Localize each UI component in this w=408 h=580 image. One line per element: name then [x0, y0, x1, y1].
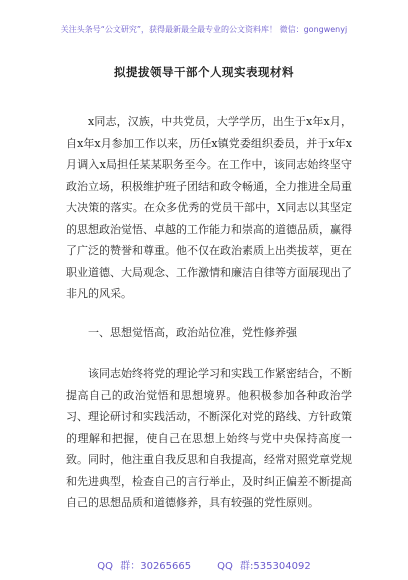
promo-banner: 关注头条号“公文研究”，获得最新最全最专业的公文资料库！ 微信：gongwenyj — [60, 25, 348, 34]
section-heading — [66, 322, 352, 344]
section-heading-text: 一、思想觉悟高，政治站位准，党性修养强 — [88, 326, 297, 339]
section-paragraph — [66, 363, 352, 514]
paragraph-text: 该同志始终将党的理论学习和实践工作紧密结合，不断提高自己的政治觉悟和思想境界。他积极参加各种政治学习、理论研讨和实践活动，不断深化对党的路线、方针政策的理解和把握，使自己在思想上始终与党中央保持高度一致。同时，他注重自我反思和自我提高，经常对照党章党规和先进典型，检查自己的言行举止，及时纠正偏差不断提高自己的思想品质和道德修养，具有较强的党性原则。 — [66, 367, 352, 509]
intro-paragraph — [66, 111, 352, 305]
document-title: 拟提拔领导干部个人现实表现材料 — [114, 65, 294, 79]
paragraph-text: x同志，汉族，中共党员，大学学历，出生于x年x月，自x年x月参加工作以来，历任x镇党委组织委员，并于x年x月调入x局担任某某职务至今。在工作中，该同志始终坚守政治立场，积极维护班子团结和政令畅通，全力推进全局重大决策的落实。在众多优秀的党员干部中，X同志以其坚定的思想政治觉悟、卓越的工作能力和崇高的道德品质，赢得了广泛的赞誉和尊重。他不仅在政治素质上出类拔萃，更在职业道德、大局观念、工作激情和廉洁自律等方面展现出了非凡的风采。 — [66, 115, 352, 300]
footer-contact — [0, 557, 408, 572]
qq-group-1: QQ 群：30265665 — [97, 561, 192, 572]
qq-group-2: QQ 群:535304092 — [217, 561, 311, 572]
